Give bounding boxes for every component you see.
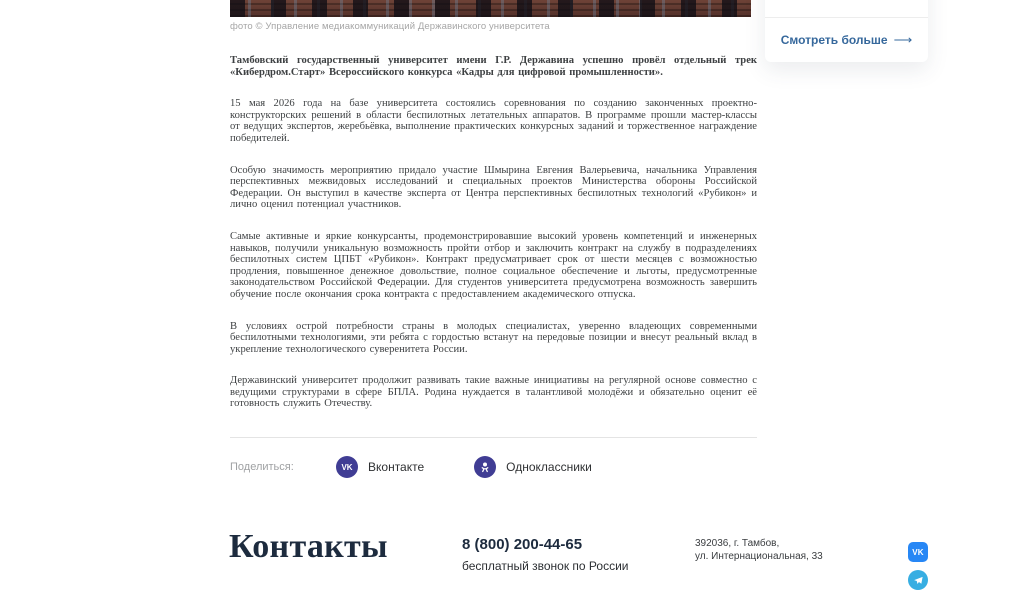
address-line-1: 392036, г. Тамбов,: [695, 538, 780, 549]
share-vk-label: Вконтакте: [368, 460, 425, 474]
odnoklassniki-icon: [474, 456, 496, 478]
article-paragraph: 15 мая 2026 года на базе университета состоялись соревнования по созданию законченных проектно-конструкторских решений в области беспилотных летательных аппаратов. В программе прошли мастер-классы от ведущих экспертов, жеребьёвка, выполнение практических конкурсных заданий и торжественное награждение победителей.: [230, 98, 757, 144]
phone-note: бесплатный звонок по России: [462, 559, 629, 573]
photo-caption: фото © Управление медиакоммуникаций Державинского университета: [230, 21, 550, 32]
see-more-link[interactable]: [765, 17, 928, 62]
article-paragraph-lead: Тамбовский государственный университет имени Г.Р. Державина успешно провёл отдельный трек «Кибердром.Старт» Всероссийского конкурса «Кадры для цифровой промышленности».: [230, 55, 757, 78]
contacts-title: Контакты: [229, 528, 388, 565]
share-row: [230, 455, 757, 479]
article-photo: [230, 0, 751, 17]
telegram-plane-icon: [913, 575, 924, 586]
telegram-social-button[interactable]: [908, 570, 928, 590]
address-line-2: ул. Интернациональная, 33: [695, 550, 823, 562]
share-odnoklassniki-button[interactable]: [474, 456, 592, 478]
share-vk-button[interactable]: [336, 456, 424, 478]
vk-icon: VK: [336, 456, 358, 478]
see-more-label: Смотреть больше: [780, 32, 888, 47]
arrow-right-icon: ⟶: [893, 31, 913, 47]
share-divider: [230, 437, 757, 438]
vk-social-button[interactable]: VK: [908, 542, 928, 562]
article-body: [230, 55, 757, 430]
article-paragraph: Самые активные и яркие конкурсанты, продемонстрировавшие высокий уровень компетенций и инженерных навыков, получили уникальную возможность пройти отбор и заключить контракт на службу в подразделениях беспилотных систем ЦПБТ «Рубикон». Контракт предусматривает срок от шести месяцев с возможностью продления, повышенное денежное довольствие, полное социальное обеспечение и льготы, предусмотренные законодательством Российской Федерации. Для студентов университета предусмотрена возможность завершить обучение после окончания срока контракта с предоставлением академического отпуска.: [230, 230, 757, 300]
phone-number-link[interactable]: 8 (800) 200-44-65: [462, 536, 583, 553]
sidebar-news-card: [765, 0, 928, 62]
article-paragraph: Державинский университет продолжит развивать такие важные инициативы на регулярной основе совместно с ведущими структурами в сфере БПЛА. Родина нуждается в талантливой молодёжи и обязательно оценит её готовность служить Отечеству.: [230, 375, 757, 410]
article-paragraph: Особую значимость мероприятию придало участие Шмырина Евгения Валерьевича, начальника Управления перспективных межвидовых исследований и специальных проектов Министерства обороны Российской Федерации. Он выступил в качестве эксперта от Центра перспективных беспилотных технологий «Рубикон» и лично оценил потенциал участников.: [230, 164, 757, 211]
address-block: [695, 538, 823, 563]
social-column: [908, 542, 928, 590]
share-odnoklassniki-label: Одноклассники: [506, 460, 592, 474]
share-label: Поделиться:: [230, 461, 294, 473]
article-paragraph: В условиях острой потребности страны в молодых специалистах, уверенно владеющих современными беспилотными технологиями, эти ребята с гордостью встанут на передовые позиции и внесут реальный вклад в укрепление технологического суверенитета России.: [230, 320, 757, 355]
